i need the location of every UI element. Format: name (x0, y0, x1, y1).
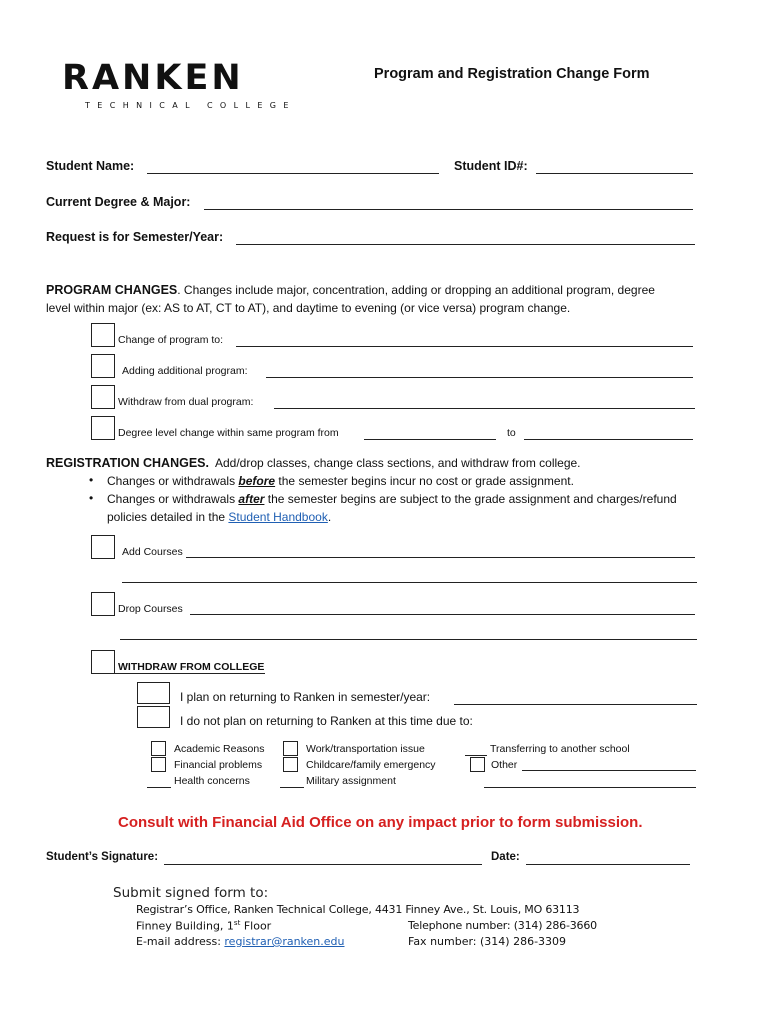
degree-level-label: Degree level change within same program from (118, 427, 339, 439)
plan-return-field[interactable] (454, 704, 697, 705)
degree-major-label: Current Degree & Major: (46, 195, 191, 209)
registrar-address: Registrar’s Office, Ranken Technical College, 4431 Finney Ave., St. Louis, MO 63113 (136, 903, 580, 916)
plan-return-checkbox[interactable] (137, 682, 170, 704)
logo-wordmark: RANKEN (62, 58, 244, 98)
drop-courses-label: Drop Courses (118, 603, 183, 615)
student-name-label: Student Name: (46, 159, 135, 173)
no-return-checkbox[interactable] (137, 706, 170, 728)
bullet-dot: • (89, 473, 94, 487)
change-program-label: Change of program to: (118, 334, 224, 346)
childcare-checkbox[interactable] (283, 757, 298, 772)
add-courses-label: Add Courses (122, 546, 183, 558)
program-changes-desc: PROGRAM CHANGES. Changes include major, concentration, adding or dropping an additional program, degree (46, 283, 655, 297)
plan-return-label: I plan on returning to Ranken in semester/year: (180, 690, 431, 704)
degree-major-field[interactable] (204, 209, 693, 210)
telephone-number: Telephone number: (314) 286-3660 (408, 919, 597, 932)
degree-level-from-field[interactable] (364, 439, 496, 440)
add-courses-field[interactable] (186, 557, 695, 558)
childcare-label: Childcare/family emergency (306, 759, 436, 771)
submit-heading: Submit signed form to: (113, 885, 269, 901)
email-line: E-mail address: registrar@ranken.edu (136, 935, 345, 948)
academic-label: Academic Reasons (174, 743, 265, 755)
drop-courses-field[interactable] (190, 614, 695, 615)
drop-courses-checkbox[interactable] (91, 592, 115, 616)
student-handbook-link[interactable]: Student Handbook (228, 510, 328, 524)
semester-year-field[interactable] (236, 244, 695, 245)
other-label: Other (491, 759, 518, 771)
program-changes-desc-2: level within major (ex: AS to AT, CT to AT), and daytime to evening (or vice versa) program change. (46, 301, 571, 315)
degree-level-to-label: to (507, 427, 516, 439)
building-floor: Finney Building, 1st Floor (136, 919, 272, 933)
other-field-2[interactable] (484, 787, 696, 788)
withdraw-dual-checkbox[interactable] (91, 385, 115, 409)
add-program-checkbox[interactable] (91, 354, 115, 378)
degree-level-to-field[interactable] (524, 439, 693, 440)
change-program-checkbox[interactable] (91, 323, 115, 347)
military-checkbox[interactable] (280, 787, 304, 788)
add-courses-field-2[interactable] (122, 582, 697, 583)
degree-level-checkbox[interactable] (91, 416, 115, 440)
health-checkbox[interactable] (147, 787, 171, 788)
withdraw-college-label: WITHDRAW FROM COLLEGE (118, 661, 265, 673)
bullet-after: Changes or withdrawals after the semester begins are subject to the grade assignment and charges/refund (107, 492, 677, 506)
semester-year-label: Request is for Semester/Year: (46, 230, 224, 244)
student-name-field[interactable] (147, 173, 439, 174)
student-id-label: Student ID#: (454, 159, 528, 173)
consult-notice: Consult with Financial Aid Office on any impact prior to form submission. (118, 814, 643, 831)
financial-label: Financial problems (174, 759, 263, 771)
add-courses-checkbox[interactable] (91, 535, 115, 559)
other-field[interactable] (522, 770, 696, 771)
registration-changes-desc: REGISTRATION CHANGES. Add/drop classes, change class sections, and withdraw from college. (46, 456, 581, 470)
withdraw-dual-label: Withdraw from dual program: (118, 396, 254, 408)
logo-subtitle: TECHNICAL COLLEGE (85, 101, 296, 110)
health-label: Health concerns (174, 775, 250, 787)
add-program-field[interactable] (266, 377, 693, 378)
bullet-before: Changes or withdrawals before the semester begins incur no cost or grade assignment. (107, 474, 574, 488)
signature-field[interactable] (164, 864, 482, 865)
registrar-email-link[interactable]: registrar@ranken.edu (224, 935, 345, 948)
military-label: Military assignment (306, 775, 396, 787)
drop-courses-field-2[interactable] (120, 639, 697, 640)
withdraw-underline (115, 673, 265, 674)
program-changes-heading: PROGRAM CHANGES (46, 283, 178, 297)
fax-number: Fax number: (314) 286-3309 (408, 935, 567, 948)
change-program-field[interactable] (236, 346, 693, 347)
withdraw-college-checkbox[interactable] (91, 650, 115, 674)
date-label: Date: (491, 851, 520, 863)
signature-label: Student’s Signature: (46, 851, 159, 863)
form-title: Program and Registration Change Form (374, 66, 650, 82)
bullet-after-cont: policies detailed in the Student Handbook. (107, 510, 332, 524)
transfer-checkbox[interactable] (465, 755, 487, 756)
work-checkbox[interactable] (283, 741, 298, 756)
other-checkbox[interactable] (470, 757, 485, 772)
withdraw-dual-field[interactable] (274, 408, 695, 409)
bullet-dot: • (89, 491, 94, 505)
registration-changes-heading: REGISTRATION CHANGES. (46, 456, 209, 470)
financial-checkbox[interactable] (151, 757, 166, 772)
student-id-field[interactable] (536, 173, 693, 174)
no-return-label: I do not plan on returning to Ranken at this time due to: (180, 714, 473, 728)
date-field[interactable] (526, 864, 690, 865)
academic-checkbox[interactable] (151, 741, 166, 756)
add-program-label: Adding additional program: (122, 365, 248, 377)
work-label: Work/transportation issue (306, 743, 425, 755)
transfer-label: Transferring to another school (490, 743, 630, 755)
